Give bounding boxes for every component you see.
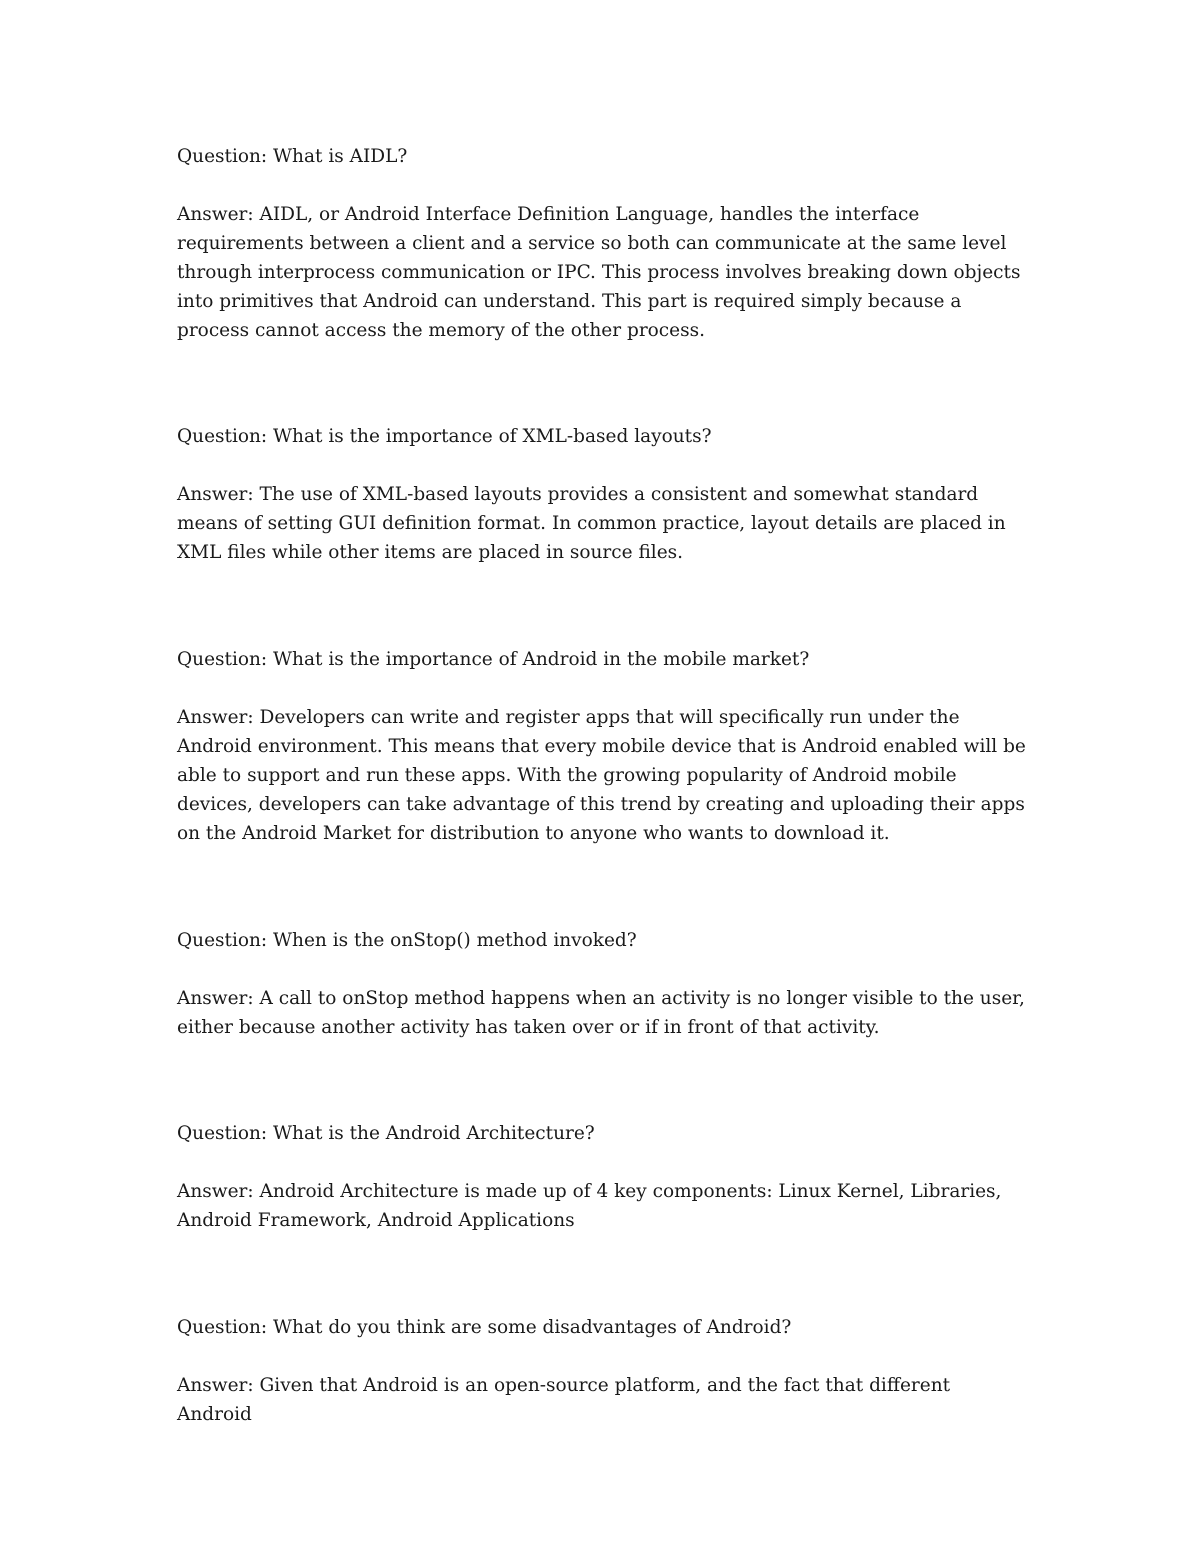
question-text: Question: What is the importance of XML-based layouts? (177, 426, 712, 447)
qa-block (177, 1313, 1027, 1429)
answer-text: Answer: Android Architecture is made up of 4 key components: Linux Kernel, Libraries, Android Framework, Android Applications (177, 1181, 1002, 1231)
question-text: Question: What is AIDL? (177, 146, 408, 167)
qa-block (177, 1119, 1027, 1235)
qa-block (177, 422, 1027, 567)
answer-text: Answer: A call to onStop method happens when an activity is no longer visible to the user, either because another activity has taken over or if in front of that activity. (177, 988, 1025, 1038)
answer-text: Answer: Developers can write and register apps that will specifically run under the Android environment. This means that every mobile device that is Android enabled will be able to support and run these apps. With the growing popularity of Android mobile devices, developers can take advantage of this trend by creating and uploading their apps on the Android Market for distribution to anyone who wants to download it. (177, 707, 1026, 844)
question-text: Question: When is the onStop() method invoked? (177, 930, 637, 951)
qa-block (177, 645, 1027, 848)
question-text: Question: What is the importance of Android in the mobile market? (177, 649, 810, 670)
question-text: Question: What do you think are some disadvantages of Android? (177, 1317, 792, 1338)
qa-block (177, 142, 1027, 345)
answer-text: Answer: AIDL, or Android Interface Definition Language, handles the interface requirements between a client and a service so both can communicate at the same level through interprocess communication or IPC. This process involves breaking down objects into primitives that Android can understand. This part is required simply because a process cannot access the memory of the other process. (177, 204, 1021, 341)
qa-block (177, 926, 1027, 1042)
question-text: Question: What is the Android Architecture? (177, 1123, 595, 1144)
answer-text: Answer: Given that Android is an open-source platform, and the fact that different Android (177, 1375, 951, 1425)
answer-text: Answer: The use of XML-based layouts provides a consistent and somewhat standard means of setting GUI definition format. In common practice, layout details are placed in XML files while other items are placed in source files. (177, 484, 1006, 563)
